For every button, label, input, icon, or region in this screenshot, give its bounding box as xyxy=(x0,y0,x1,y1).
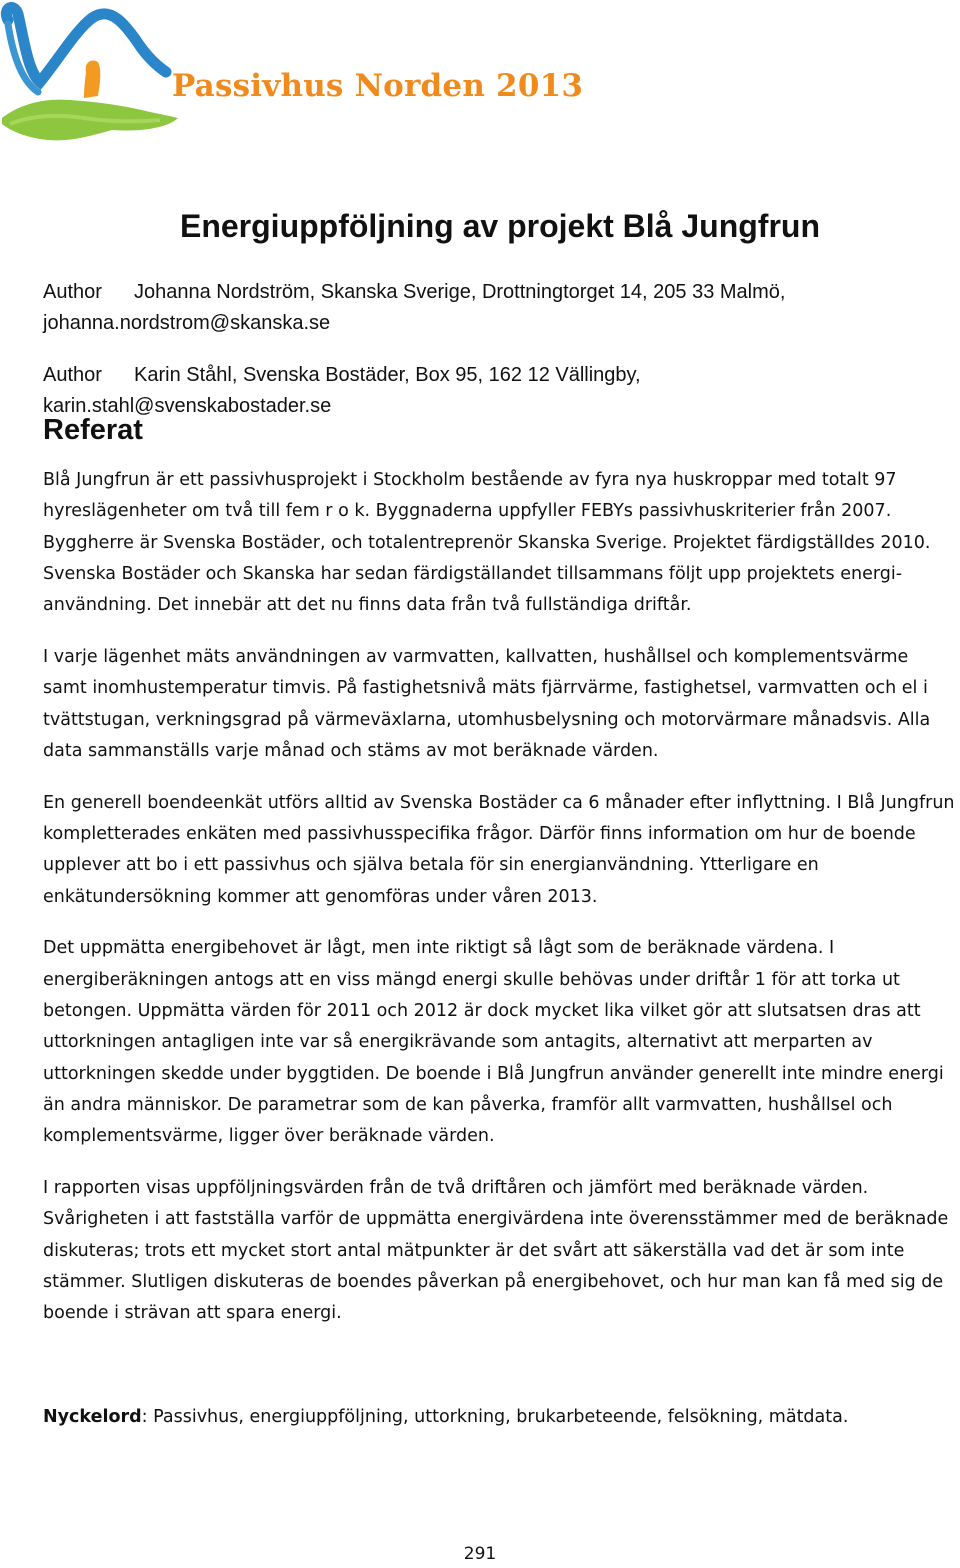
abstract-paragraph: En generell boendeenkät utförs alltid av Svenska Bostäder ca 6 månader efter inflyttning. I Blå Jungfrun kompletterades enkäten med passivhusspecifika frågor. Därför finns information om hur de boende upplever att bo i ett passivhus och själva betala för sin energianvändning. Ytterligare en enkätundersökning kommer att genomföras under våren 2013. xyxy=(43,792,955,907)
abstract-body xyxy=(43,465,955,1350)
author-label: Author xyxy=(43,281,102,303)
author-line xyxy=(43,277,923,308)
author-label: Author xyxy=(43,364,102,386)
conference-title: Passivhus Norden 2013 xyxy=(172,68,584,104)
author-entry-2 xyxy=(43,360,923,422)
keywords-text: : Passivhus, energiuppföljning, uttorkning, brukarbeteende, felsökning, mätdata. xyxy=(141,1407,849,1427)
author-entry-1 xyxy=(43,277,923,339)
paper-title: Energiuppföljning av projekt Blå Jungfrun xyxy=(179,208,820,244)
abstract-paragraph: Blå Jungfrun är ett passivhusprojekt i Stockholm bestående av fyra nya huskroppar med totalt 97 hyreslägenheter om två till fem r o k. Byggnaderna uppfyller FEBYs passivhuskriterier från 2007. Byggherre är Svenska Bostäder, och totalentreprenör Skanska Sverige. Projektet färdigställdes 2010. Svenska Bostäder och Skanska har sedan färdigställandet tillsammans följt upp projektets energianvändning. Det innebär att det nu finns data från två fullständiga driftår. xyxy=(43,470,931,616)
page-number: 291 xyxy=(463,1544,497,1564)
abstract-paragraph: I rapporten visas uppföljningsvärden från de två driftåren och jämfört med beräknade värden. Svårigheten i att fastställa varför de uppmätta energivärdena inte överensstämmer med de beräknade diskuteras; trots ett mycket stort antal mätpunkter är det svårt att säkerställa vad det är som inte stämmer. Slutligen diskuteras de boendes påverkan på energibehovet, och hur man kan få med sig de boende i strävan att spara energi. xyxy=(43,1177,949,1324)
author-details: Johanna Nordström, Skanska Sverige, Drottningtorget 14, 205 33 Malmö, xyxy=(134,281,786,303)
passivhus-norden-logo xyxy=(0,0,180,150)
abstract-paragraph: I varje lägenhet mäts användningen av varmvatten, kallvatten, hushållsel och komplementsvärme samt inomhustemperatur timvis. På fastighetsnivå mäts fjärrvärme, fastighetsel, varmvatten och el i tvättstugan, verkningsgrad på värmeväxlarna, utomhusbelysning och motorvärmare månadsvis. Alla data sammanställs varje månad och stäms av mot beräknade värden. xyxy=(43,646,931,761)
abstract-heading: Referat xyxy=(43,414,143,446)
abstract-paragraph: Det uppmätta energibehovet är lågt, men inte riktigt så lågt som de beräknade värdena. I energiberäkningen antogs att en viss mängd energi skulle behövas under driftår 1 för att torka ut betongen. Uppmätta värden för 2011 och 2012 är dock mycket lika vilket gör att slutsatsen dras att uttorkningen antagligen inte var så energikrävande som antagits, alternativt att merparten av uttorkningen skedde under byggtiden. De boende i Blå Jungfrun använder generellt inte mindre energi än andra människor. De parametrar som de kan påverka, framför allt varmvatten, hushållsel och komplementsvärme, ligger över beräknade värden. xyxy=(43,938,944,1147)
author-email: johanna.nordstrom@skanska.se xyxy=(43,312,331,334)
keywords-label: Nyckelord xyxy=(43,1407,142,1427)
author-details: Karin Ståhl, Svenska Bostäder, Box 95, 162 12 Vällingby, karin.stahl@svenskabostader.se xyxy=(43,364,641,417)
author-line xyxy=(43,360,923,422)
keywords-line xyxy=(43,1402,848,1433)
